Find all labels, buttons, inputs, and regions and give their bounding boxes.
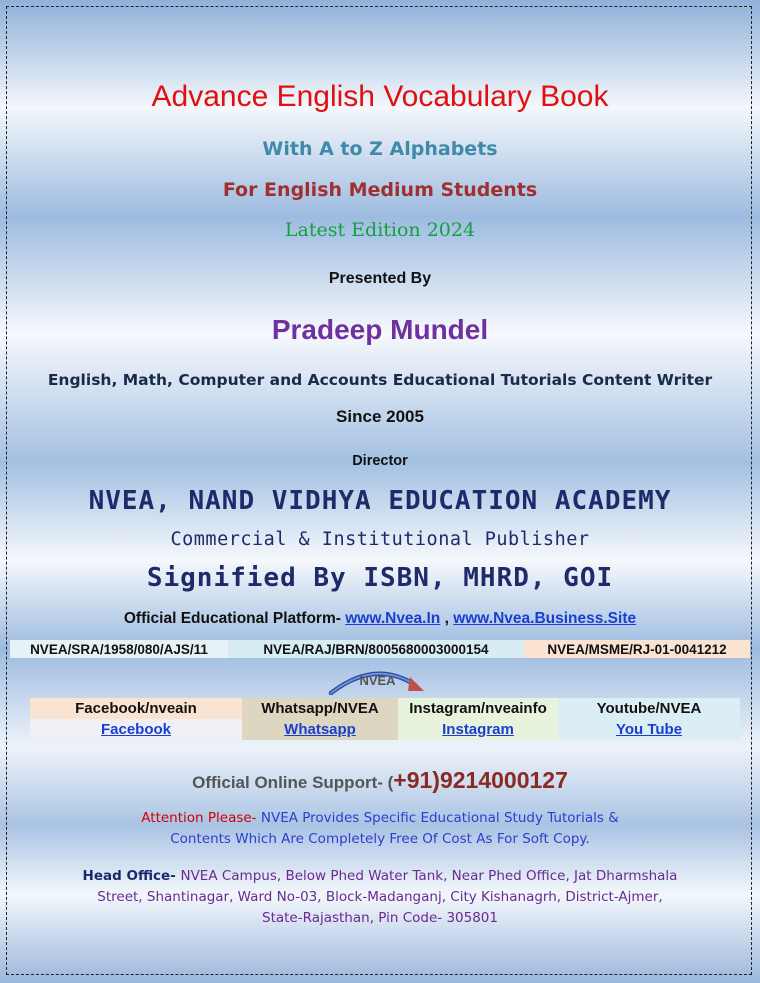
social-table [30, 698, 740, 740]
registration-msme: NVEA/MSME/RJ-01-0041212 [524, 640, 750, 658]
social-whatsapp [242, 698, 398, 740]
online-support [0, 767, 760, 794]
attention-note [0, 808, 760, 850]
book-title: Advance English Vocabulary Book [151, 80, 609, 113]
whatsapp-handle: Whatsapp/NVEA [242, 698, 398, 719]
head-office-label: Head Office- [82, 868, 181, 884]
support-phone: +91)9214000127 [393, 767, 568, 793]
registration-row [10, 640, 750, 658]
social-instagram [398, 698, 558, 740]
youtube-handle: Youtube/NVEA [558, 698, 740, 719]
head-office-address [0, 866, 760, 929]
director-label: Director [352, 453, 408, 469]
attention-label: Attention Please- [141, 810, 261, 826]
whatsapp-link[interactable]: Whatsapp [284, 721, 356, 738]
youtube-link[interactable]: You Tube [615, 721, 683, 738]
arrow-label: NVEA [359, 673, 396, 688]
facebook-handle: Facebook/nveain [30, 698, 242, 719]
platform-separator: , [440, 610, 454, 627]
facebook-link[interactable]: Facebook [100, 721, 172, 738]
office-line-1: NVEA Campus, Below Phed Water Tank, Near Phed Office, Jat Dharmshala [180, 868, 678, 884]
support-label: Official Online Support- ( [192, 773, 394, 792]
office-line-2: Street, Shantinagar, Ward No-03, Block-Madanganj, City Kishanagrh, District-Ajmer, [97, 889, 663, 905]
office-line-3: State-Rajasthan, Pin Code- 305801 [262, 910, 498, 926]
author-name: Pradeep Mundel [271, 314, 489, 345]
publisher-label: Commercial & Institutional Publisher [170, 529, 590, 550]
instagram-link[interactable]: Instagram [442, 721, 514, 738]
author-role: English, Math, Computer and Accounts Educational Tutorials Content Writer [47, 371, 713, 389]
attention-line-2: Contents Which Are Completely Free Of Cost As For Soft Copy. [170, 831, 590, 847]
academy-name: NVEA, NAND VIDHYA EDUCATION ACADEMY [88, 486, 672, 516]
registration-sra: NVEA/SRA/1958/080/AJS/11 [10, 640, 228, 658]
nvea-business-link[interactable]: www.Nvea.Business.Site [453, 610, 637, 627]
book-subtitle-students: For English Medium Students [222, 179, 538, 201]
official-platform [0, 610, 760, 628]
since-year: Since 2005 [336, 407, 424, 426]
social-youtube [558, 698, 740, 740]
registration-brn: NVEA/RAJ/BRN/8005680003000154 [228, 640, 524, 658]
nvea-in-link[interactable]: www.Nvea.In [345, 610, 441, 627]
attention-line-1: NVEA Provides Specific Educational Study Tutorials & [260, 810, 619, 826]
edition-label: Latest Edition 2024 [284, 219, 476, 241]
platform-label: Official Educational Platform- [123, 610, 346, 627]
social-facebook [30, 698, 242, 740]
presented-by-label: Presented By [328, 270, 432, 287]
book-subtitle-alphabets: With A to Z Alphabets [262, 138, 498, 160]
instagram-handle: Instagram/nveainfo [398, 698, 558, 719]
isbn-label: Signified By ISBN, MHRD, GOI [146, 563, 614, 593]
